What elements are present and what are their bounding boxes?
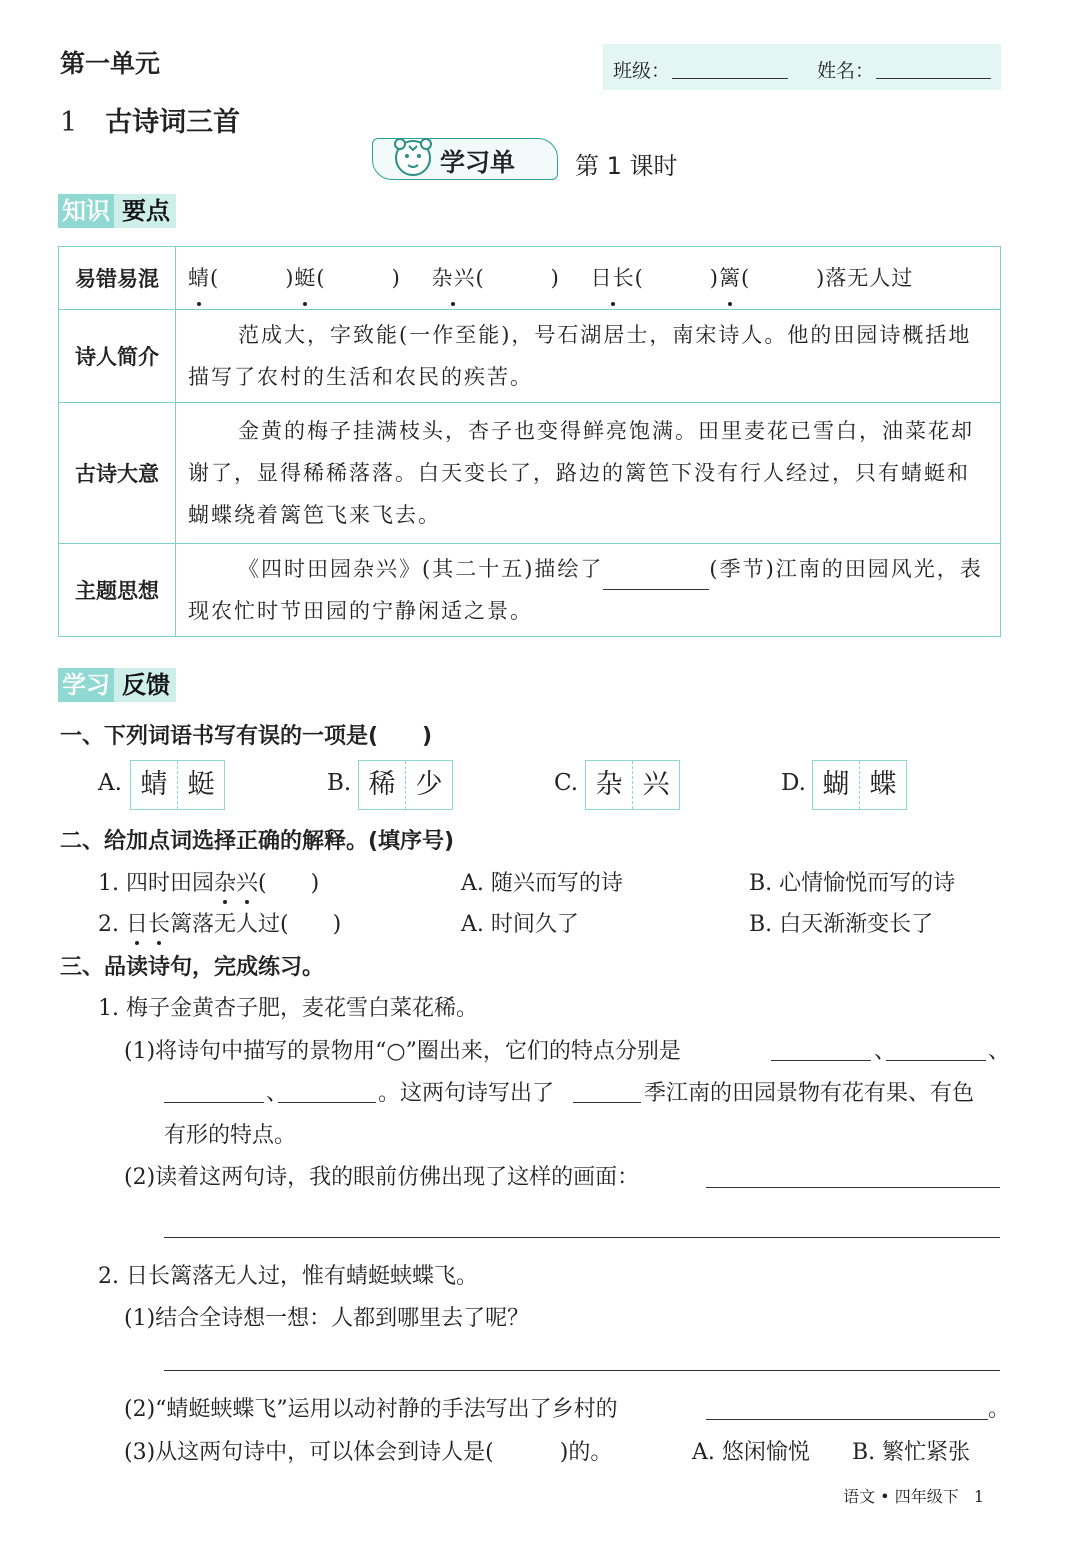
char-cell: 蝶 <box>859 761 906 809</box>
feature-blank-4[interactable] <box>278 1102 376 1103</box>
question-1-title: 一、下列词语书写有误的一项是( ) <box>60 724 433 749</box>
tag-part-a: 知识 <box>58 194 114 228</box>
q3-sub5: (3)从这两句诗中，可以体会到诗人是( )的。 <box>124 1440 613 1465</box>
dotted-char: 篱 <box>719 257 741 299</box>
table-row <box>59 403 1001 544</box>
separator: 、 <box>266 1081 289 1106</box>
char-cell: 蝴 <box>822 769 850 800</box>
char-cell: 兴 <box>632 761 679 809</box>
char-cell: 杂 <box>595 769 623 800</box>
name-field[interactable] <box>876 78 991 79</box>
tag-part-a: 学习 <box>58 668 114 702</box>
dotted-char: 兴 <box>236 866 258 897</box>
tag-part-b: 反馈 <box>114 668 176 702</box>
q2-item-1-option-a: A. 随兴而写的诗 <box>461 871 623 896</box>
feature-blank-1[interactable] <box>771 1060 871 1061</box>
season-blank-2[interactable] <box>573 1102 641 1103</box>
blank-paren[interactable]: ( ) <box>740 266 826 290</box>
knowledge-points-tag <box>58 194 176 228</box>
option-b-box[interactable] <box>358 760 453 810</box>
dotted-char: 长 <box>148 907 170 938</box>
unit-title: 第一单元 <box>60 49 161 78</box>
dotted-char: 蜻 <box>188 257 210 299</box>
stem-text: 2. <box>98 912 126 937</box>
q3-sub4: (2)“蜻蜓蛱蝶飞”运用以动衬静的手法写出了乡村的 <box>124 1397 618 1422</box>
char-cell: 少 <box>405 761 452 809</box>
period: 。 <box>988 1397 1011 1422</box>
table-row <box>59 544 1001 637</box>
answer-line[interactable] <box>706 1187 1000 1188</box>
blank-paren[interactable]: ( ) <box>316 266 401 290</box>
option-d-letter: D. <box>781 770 806 796</box>
row-label: 易错易混 <box>59 247 176 310</box>
char-cell: 蜓 <box>177 761 224 809</box>
option-c-box[interactable] <box>585 760 680 810</box>
dotted-char: 日 <box>126 907 148 938</box>
q3-sub1-line3: 有形的特点。 <box>164 1123 297 1148</box>
dotted-char: 杂兴 <box>431 257 475 299</box>
lesson-title: 古诗词三首 <box>105 107 241 138</box>
tiger-mascot-icon <box>388 132 438 180</box>
separator: 、 <box>988 1039 1011 1064</box>
q2-item-2-option-b: B. 白天渐渐变长了 <box>749 912 934 937</box>
session-label: 第 1 课时 <box>575 152 678 180</box>
answer-line[interactable] <box>706 1419 988 1420</box>
q3-sub5-option-a: A. 悠闲愉悦 <box>692 1440 810 1465</box>
blank-paren[interactable]: ( ) <box>634 266 719 290</box>
q3-sub1-line2-mid: 。这两句诗写出了 <box>378 1081 555 1106</box>
answer-line[interactable] <box>164 1370 1000 1371</box>
lesson-number: 1 <box>60 107 78 138</box>
option-a-box[interactable] <box>130 760 225 810</box>
option-a-letter: A. <box>98 770 122 796</box>
phrase-tail: 落无人过 <box>825 266 914 290</box>
theme-text-after: (季节)江南的田园风光，表现农忙时节田园的宁静闲适之景。 <box>188 557 983 623</box>
char-cell: 稀 <box>368 769 396 800</box>
knowledge-table <box>58 246 1001 637</box>
dotted-word <box>126 912 170 937</box>
q2-item-2-option-a: A. 时间久了 <box>461 912 579 937</box>
char-cell: 蜻 <box>140 769 168 800</box>
blank-paren[interactable]: ( ) <box>210 266 295 290</box>
lesson-heading <box>60 100 240 139</box>
feature-blank-2[interactable] <box>886 1060 986 1061</box>
dotted-char: 日长 <box>591 257 635 299</box>
poet-intro-text: 范成大，字致能(一作至能)，号石湖居士，南宋诗人。他的田园诗概括地描写了农村的生活和农民的疾苦。 <box>176 310 1001 403</box>
poem-line-1: 1. 梅子金黄杏子肥，麦花雪白菜花稀。 <box>98 996 478 1021</box>
footer-text: 语文 • 四年级下 <box>843 1487 959 1506</box>
poem-meaning-text: 金黄的梅子挂满枝头，杏子也变得鲜亮饱满。田里麦花已雪白，油菜花却谢了，显得稀稀落落。白天变长了，路边的篱笆下没有行人经过，只有蜻蜓和蝴蝶绕着篱笆飞来飞去。 <box>176 403 1001 544</box>
row-label: 诗人简介 <box>59 310 176 403</box>
q3-sub5-option-b: B. 繁忙紧张 <box>852 1440 971 1465</box>
table-row <box>59 310 1001 403</box>
option-b-letter: B. <box>327 770 352 796</box>
class-label: 班级： <box>613 60 671 82</box>
class-field[interactable] <box>672 78 788 79</box>
separator: 、 <box>874 1039 897 1064</box>
option-d-box[interactable] <box>812 760 907 810</box>
page-number: 1 <box>973 1487 984 1506</box>
row-label: 主题思想 <box>59 544 176 637</box>
poem-line-2: 2. 日长篱落无人过，惟有蜻蜓蛱蝶飞。 <box>98 1264 478 1289</box>
q3-sub2: (2)读着这两句诗，我的眼前仿佛出现了这样的画面： <box>124 1165 640 1190</box>
table-row <box>59 247 1001 310</box>
answer-line[interactable] <box>164 1237 1000 1238</box>
blank-paren[interactable]: ( ) <box>475 266 560 290</box>
q3-sub1-line2-end: 季江南的田园景物有花有果、有色 <box>644 1081 975 1106</box>
feature-blank-3[interactable] <box>164 1102 264 1103</box>
q3-sub3: (1)结合全诗想一想：人都到哪里去了呢？ <box>124 1306 530 1331</box>
answer-paren[interactable]: ( ) <box>258 871 320 896</box>
dotted-char: 蜓 <box>294 257 316 299</box>
dotted-char: 杂 <box>214 866 236 897</box>
season-blank[interactable] <box>603 567 709 590</box>
question-2-title: 二、给加点词选择正确的解释。(填序号) <box>60 829 455 854</box>
stem-text: 1. 四时田园 <box>98 871 214 896</box>
q2-item-1-option-b: B. 心情愉悦而写的诗 <box>749 871 956 896</box>
learning-feedback-tag <box>58 668 176 702</box>
q2-item-2-stem <box>98 907 341 938</box>
tag-part-b: 要点 <box>114 194 176 228</box>
theme-text-before: 《四时田园杂兴》(其二十五)描绘了 <box>238 557 604 581</box>
option-c-letter: C. <box>554 770 579 796</box>
q2-item-1-stem <box>98 866 319 897</box>
q3-sub1-line1: (1)将诗句中描写的景物用“○”圈出来，它们的特点分别是 <box>124 1039 681 1064</box>
name-label: 姓名： <box>817 60 875 82</box>
page-footer <box>843 1484 984 1507</box>
confusable-chars <box>176 247 1001 310</box>
dotted-word <box>214 871 258 896</box>
study-sheet-label: 学习单 <box>440 148 516 177</box>
answer-paren[interactable]: 篱落无人过( ) <box>170 912 342 937</box>
question-3-title: 三、品读诗句，完成练习。 <box>60 955 325 980</box>
theme-text <box>176 544 1001 637</box>
row-label: 古诗大意 <box>59 403 176 544</box>
